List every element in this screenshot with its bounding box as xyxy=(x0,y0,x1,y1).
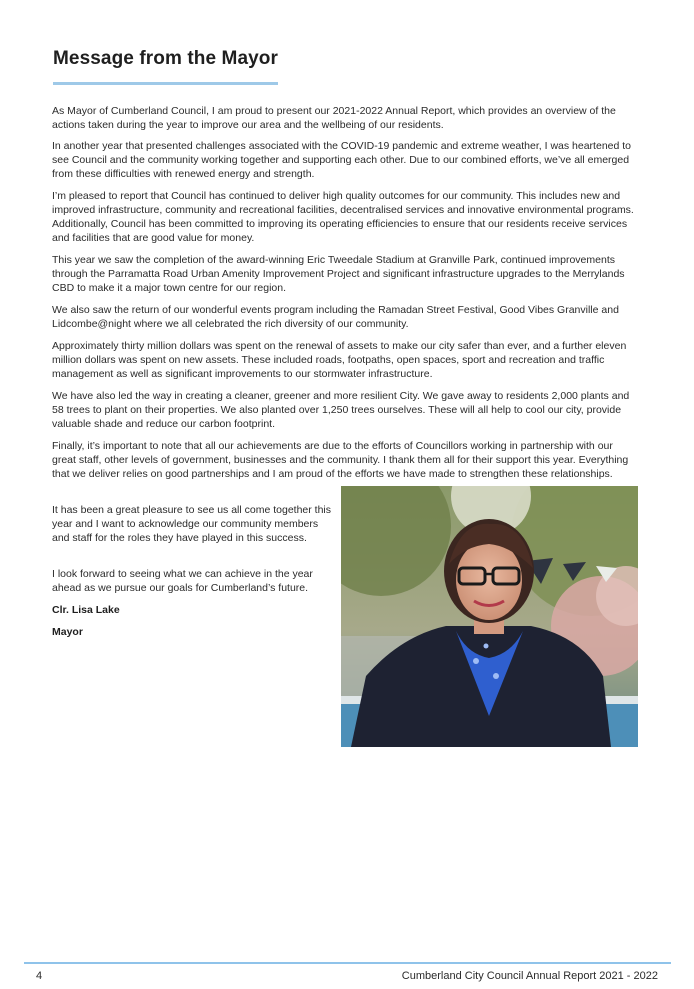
page-title: Message from the Mayor xyxy=(53,48,278,69)
paragraph-intro: As Mayor of Cumberland Council, I am proud to present our 2021-2022 Annual Report, which provides an overview of the actions taken during the year to improve our area and the wellbeing of our residents. xyxy=(52,105,616,131)
paragraph-events: We also saw the return of our wonderful events program including the Ramadan Street Festival, Good Vibes Granville and Lidcombe@night where we all celebrated the rich diversity of our community. xyxy=(52,304,619,330)
paragraph-partnerships: Finally, it’s important to note that all our achievements are due to the efforts of Councillors working in partnership with our great staff, other levels of government, businesses and the community. I thank them all for their support this year. Everything that we deliver relies on good partnerships and I am proud of the efforts we have made to strengthen these relationships. xyxy=(52,440,629,480)
paragraph-projects: This year we saw the completion of the award-winning Eric Tweedale Stadium at Granville Park, continued improvements through the Parramatta Road Urban Amenity Improvement Project and significant infrastructure upgrades to the Merrylands CBD to make it a major town centre for our region. xyxy=(52,254,625,294)
title-underline xyxy=(53,82,278,85)
page-number: 4 xyxy=(36,970,43,982)
mayor-portrait-icon xyxy=(341,486,638,747)
paragraph-covid: In another year that presented challenges associated with the COVID-19 pandemic and extreme weather, I was heartened to see Council and the community working together and supporting each other. Due to our combined efforts, we’ve all emerged from these difficulties with renewed energy and strength. xyxy=(52,140,632,180)
signature-name: Clr. Lisa Lake xyxy=(52,604,120,616)
signature-role: Mayor xyxy=(52,626,83,638)
paragraph-thanks: It has been a great pleasure to see us all come together this year and I want to acknowledge our community members and staff for the roles they have played in this success. xyxy=(52,504,332,544)
paragraph-greener: We have also led the way in creating a cleaner, greener and more resilient City. We gave away to residents 2,000 plants and 58 trees to plant on their properties. We also planted over 1,250 trees ourselves. These will all help to cool our city, provide valuable shade and reduce our carbon footprint. xyxy=(52,390,630,430)
paragraph-future: I look forward to seeing what we can achieve in the year ahead as we pursue our goals for Cumberland’s future. xyxy=(52,568,313,594)
footer-report-title: Cumberland City Council Annual Report 2021 - 2022 xyxy=(401,970,658,982)
paragraph-assets: Approximately thirty million dollars was spent on the renewal of assets to make our city safer than ever, and a further eleven million dollars was spent on new assets. These included roads, footpaths, open spaces, sport and recreation and traffic management as well as significant improvements to our stormwater infrastructure. xyxy=(52,340,627,380)
mayor-portrait-photo xyxy=(341,486,638,747)
footer-rule xyxy=(24,962,671,964)
paragraph-outcomes: I’m pleased to report that Council has continued to deliver high quality outcomes for our community. This includes new and improved infrastructure, community and recreational facilities, decentralised services and innovative environmental programs. Additionally, Council has been committed to improving its operating efficiencies to ensure that our residents receive services and facilities that are good value for money. xyxy=(52,190,634,244)
